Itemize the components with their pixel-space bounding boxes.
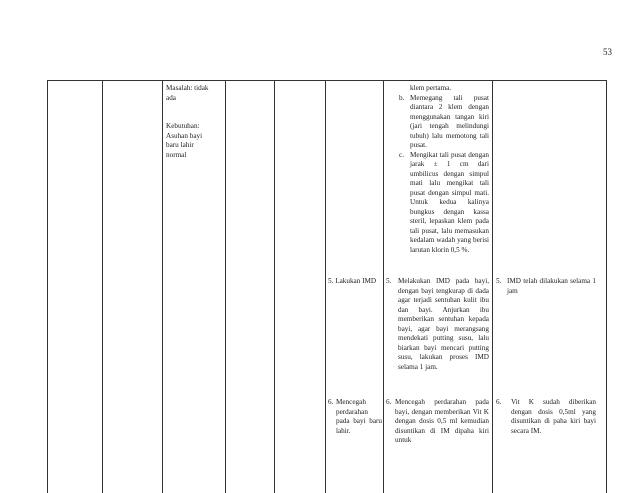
intervention-5-text: 5. Lakukan IMD: [328, 277, 377, 285]
implementation-5-number: 5.: [386, 277, 392, 285]
column-divider: [225, 80, 226, 493]
implementation-5-text: Melakukan IMD pada bayi, dengan bayi tengkurap di dada agar terjadi sentuhan kulit ibu dan bayi. Anjurkan ibu memberikan sentuhan kepada bayi, agar bayi merangsang mendekati putting susu, lalu biarkan bayi mencari putting susu, lakukan proses IMD selama 1 jam.: [398, 277, 489, 371]
step-b: [399, 94, 489, 151]
evaluation-5-text: IMD telah dilakukan selama 1 jam: [507, 277, 596, 295]
step-c: [399, 151, 489, 256]
step-b-number: b.: [399, 93, 405, 102]
table-border-right: [606, 80, 607, 493]
column-divider: [274, 80, 275, 493]
intervention-6: [328, 398, 382, 436]
implementation-5: [386, 277, 489, 372]
kebutuhan-line: Asuhan bayi: [166, 131, 203, 140]
implementation-continuation: [399, 84, 489, 255]
intervention-5: [328, 277, 382, 287]
implementation-6: [386, 398, 489, 446]
table-border-top: [47, 80, 607, 81]
implementation-6-text: Mencegah perdarahan pada bayi, dengan memberikan Vit K dengan dosis 0,5 ml kemudian disuntikan di IM dipaha kiri untuk: [395, 398, 489, 444]
page-number: 53: [603, 47, 612, 57]
column-divider: [383, 80, 384, 493]
kebutuhan-label: Kebutuhan:: [166, 122, 200, 130]
diagnosis-cell: [166, 84, 222, 160]
evaluation-5-number: 5.: [496, 277, 502, 285]
evaluation-6: [496, 398, 596, 436]
column-divider: [102, 80, 103, 493]
masalah-value: ada: [166, 93, 176, 102]
intervention-6-number: 6.: [328, 398, 334, 406]
implementation-6-number: 6.: [386, 398, 392, 406]
step-c-number: c.: [399, 150, 404, 159]
kebutuhan-line: baru lahir: [166, 141, 194, 149]
kebutuhan-line: normal: [166, 150, 187, 159]
step-b-text: Memegang tali pusat diantara 2 klem dengan menggunakan tangan kiri (jari tengah melindungi tubuh) lalu memotong tali pusat.: [410, 93, 489, 149]
column-divider: [492, 80, 493, 493]
table-border-left: [47, 80, 48, 493]
intervention-6-text: Mencegah perdarahan pada bayi baru lahir.: [336, 398, 382, 435]
evaluation-6-number: 6.: [496, 398, 502, 406]
care-plan-table: [47, 80, 607, 493]
continuation-line: klem pertama.: [410, 84, 452, 92]
column-divider: [325, 80, 326, 493]
column-divider: [162, 80, 163, 493]
evaluation-6-text: Vit K sudah diberikan dengan dosis 0,5ml yang disuntikan di paha kiri bayi secara IM.: [511, 398, 596, 435]
masalah-label: Masalah: tidak: [166, 84, 209, 92]
step-c-text: Mengikat tali pusat dengan jarak ± 1 cm dari umbilicus dengan simpul mati lalu mengikat tali pusat dengan simpul mati. Untuk kedua kalinya bungkus dengan kassa steril, lepaskan klem pada tali pusat, lalu memasukan kedalam wadah yang berisi larutan klorin 0,5 %.: [410, 150, 489, 254]
evaluation-5: [496, 277, 596, 296]
